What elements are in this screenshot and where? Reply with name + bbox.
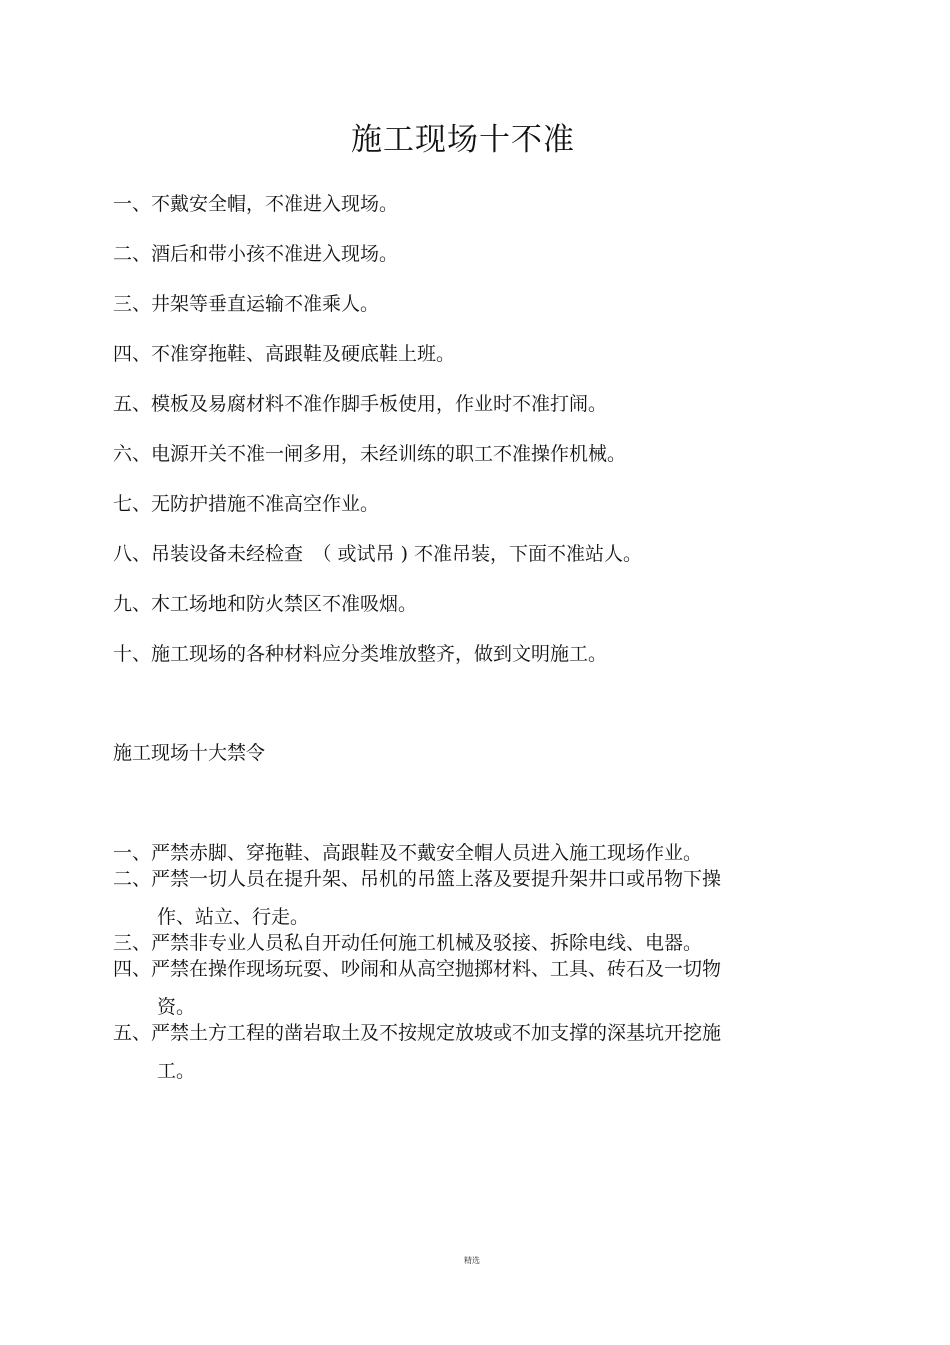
page-footer: 精选 — [464, 1256, 480, 1265]
rule-item: 十、施工现场的各种材料应分类堆放整齐，做到文明施工。 — [113, 643, 608, 665]
ban-item — [113, 957, 793, 1020]
rule-item: 八、吊装设备未经检查 （ 或试吊 ) 不准吊装，下面不准站人。 — [113, 543, 643, 565]
bans-list — [113, 841, 793, 1097]
rule-item: 二、酒后和带小孩不准进入现场。 — [113, 243, 399, 265]
ban-item-text: 三、严禁非专业人员私自开动任何施工机械及驳接、拆除电线、电器。 — [113, 932, 703, 954]
rule-item: 五、模板及易腐材料不准作脚手板使用，作业时不准打闹。 — [113, 393, 608, 415]
ban-item-text: 二、严禁一切人员在提升架、吊机的吊篮上落及要提升架井口或吊物下操 — [113, 868, 722, 890]
ban-item-continuation: 资。 — [157, 996, 196, 1018]
section-subtitle: 施工现场十大禁令 — [113, 742, 266, 764]
rule-item: 九、木工场地和防火禁区不准吸烟。 — [113, 593, 418, 615]
ban-item-continuation: 工。 — [157, 1060, 196, 1082]
rule-item: 三、井架等垂直运输不准乘人。 — [113, 293, 380, 315]
ban-item — [113, 867, 793, 930]
ban-item-text: 五、严禁土方工程的凿岩取土及不按规定放坡或不加支撑的深基坑开挖施 — [113, 1022, 722, 1044]
rule-item: 四、不准穿拖鞋、高跟鞋及硬底鞋上班。 — [113, 343, 456, 365]
rules-list — [113, 192, 813, 692]
rule-item: 六、电源开关不准一闸多用，未经训练的职工不准操作机械。 — [113, 443, 627, 465]
ban-item-continuation: 作、站立、行走。 — [157, 906, 310, 928]
ban-item-text: 四、严禁在操作现场玩耍、吵闹和从高空抛掷材料、工具、砖石及一切物 — [113, 958, 722, 980]
ban-item — [113, 841, 793, 866]
rule-item: 七、无防护措施不准高空作业。 — [113, 493, 380, 515]
ban-item — [113, 931, 793, 956]
ban-item-text: 一、严禁赤脚、穿拖鞋、高跟鞋及不戴安全帽人员进入施工现场作业。 — [113, 842, 703, 864]
rule-item: 一、不戴安全帽，不准进入现场。 — [113, 193, 399, 215]
page-title: 施工现场十不准 — [351, 122, 575, 158]
ban-item — [113, 1021, 793, 1084]
